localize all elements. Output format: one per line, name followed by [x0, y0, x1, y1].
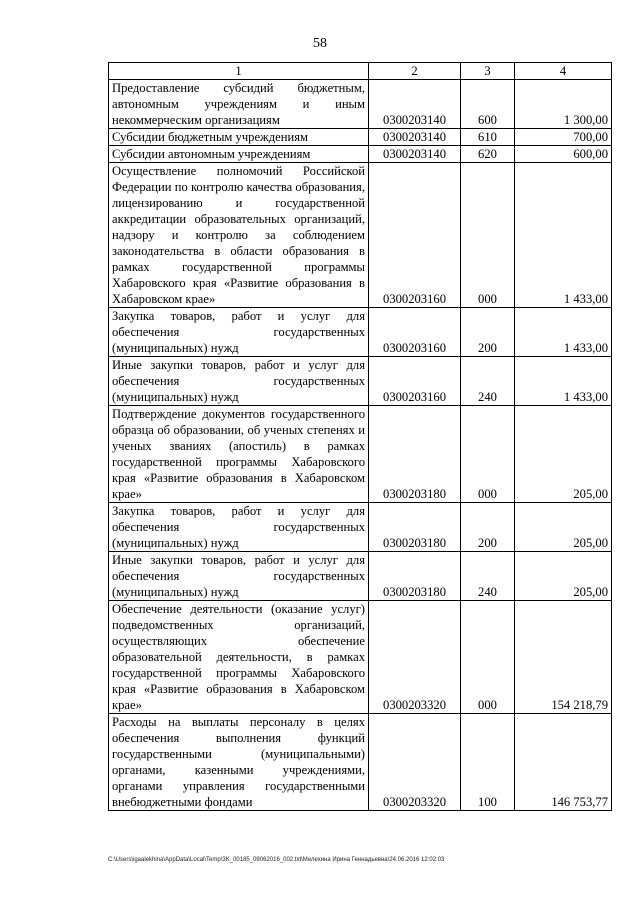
row-amount: 700,00 — [515, 129, 612, 146]
header-cell-code: 2 — [369, 63, 461, 80]
row-code: 0300203180 — [369, 552, 461, 601]
row-type: 200 — [461, 503, 515, 552]
table-row — [109, 163, 612, 308]
row-code: 0300203180 — [369, 503, 461, 552]
row-amount: 205,00 — [515, 406, 612, 503]
header-cell-type: 3 — [461, 63, 515, 80]
file-path-footer: C:\Users\igaalekhina\AppData\Local\Temp\3K_00185_09062016_002.txt\Мелехина Ирина Геннадьевна\24.06.2016 12:02:03 — [108, 857, 445, 863]
row-amount: 146 753,77 — [515, 714, 612, 811]
row-code: 0300203320 — [369, 601, 461, 714]
row-name: Расходы на выплаты персоналу в целях обеспечения выполнения функций государственными (муниципальными) органами, казенными учреждениями, органами управления государственными внебюджетными фондами — [109, 714, 369, 811]
row-name: Обеспечение деятельности (оказание услуг) подведомственных организаций, осуществляющих обеспечение образовательной деятельности, в рамках государственной программы Хабаровского края «Развитие образования в Хабаровском крае» — [109, 601, 369, 714]
row-type: 620 — [461, 146, 515, 163]
row-code: 0300203140 — [369, 146, 461, 163]
table-row — [109, 406, 612, 503]
table-row — [109, 129, 612, 146]
table-row — [109, 503, 612, 552]
row-code: 0300203180 — [369, 406, 461, 503]
row-amount: 600,00 — [515, 146, 612, 163]
row-code: 0300203320 — [369, 714, 461, 811]
row-code: 0300203160 — [369, 357, 461, 406]
row-type: 240 — [461, 357, 515, 406]
page-number: 58 — [313, 36, 327, 51]
row-name: Закупка товаров, работ и услуг для обеспечения государственных (муниципальных) нужд — [109, 308, 369, 357]
row-type: 200 — [461, 308, 515, 357]
table-header-row — [109, 63, 612, 80]
row-code: 0300203140 — [369, 129, 461, 146]
row-code: 0300203160 — [369, 163, 461, 308]
table-row — [109, 146, 612, 163]
row-name: Субсидии бюджетным учреждениям — [109, 129, 369, 146]
table-row — [109, 601, 612, 714]
header-cell-name: 1 — [109, 63, 369, 80]
row-type: 610 — [461, 129, 515, 146]
row-name: Иные закупки товаров, работ и услуг для обеспечения государственных (муниципальных) нужд — [109, 357, 369, 406]
row-type: 000 — [461, 163, 515, 308]
row-amount: 205,00 — [515, 552, 612, 601]
table-row — [109, 80, 612, 129]
row-type: 000 — [461, 406, 515, 503]
table-row — [109, 357, 612, 406]
row-amount: 1 433,00 — [515, 357, 612, 406]
row-amount: 154 218,79 — [515, 601, 612, 714]
table-row — [109, 714, 612, 811]
row-type: 600 — [461, 80, 515, 129]
row-name: Осуществление полномочий Российской Федерации по контролю качества образования, лицензированию и государственной аккредитации образовательных организаций, надзору и контролю за соблюдением законодательства в области образования в рамках государственной программы Хабаровского края «Развитие образования в Хабаровском крае» — [109, 163, 369, 308]
header-cell-amount: 4 — [515, 63, 612, 80]
row-code: 0300203160 — [369, 308, 461, 357]
row-name: Иные закупки товаров, работ и услуг для обеспечения государственных (муниципальных) нужд — [109, 552, 369, 601]
row-type: 100 — [461, 714, 515, 811]
row-name: Подтверждение документов государственного образца об образовании, об ученых степенях и ученых званиях (апостиль) в рамках государственной программы Хабаровского края «Развитие образования в Хабаровском крае» — [109, 406, 369, 503]
row-amount: 1 433,00 — [515, 163, 612, 308]
row-amount: 1 433,00 — [515, 308, 612, 357]
row-type: 240 — [461, 552, 515, 601]
row-name: Субсидии автономным учреждениям — [109, 146, 369, 163]
table-row — [109, 552, 612, 601]
budget-table — [108, 62, 612, 811]
table-row — [109, 308, 612, 357]
row-code: 0300203140 — [369, 80, 461, 129]
row-type: 000 — [461, 601, 515, 714]
row-name: Предоставление субсидий бюджетным, автономным учреждениям и иным некоммерческим организациям — [109, 80, 369, 129]
row-amount: 205,00 — [515, 503, 612, 552]
row-amount: 1 300,00 — [515, 80, 612, 129]
row-name: Закупка товаров, работ и услуг для обеспечения государственных (муниципальных) нужд — [109, 503, 369, 552]
